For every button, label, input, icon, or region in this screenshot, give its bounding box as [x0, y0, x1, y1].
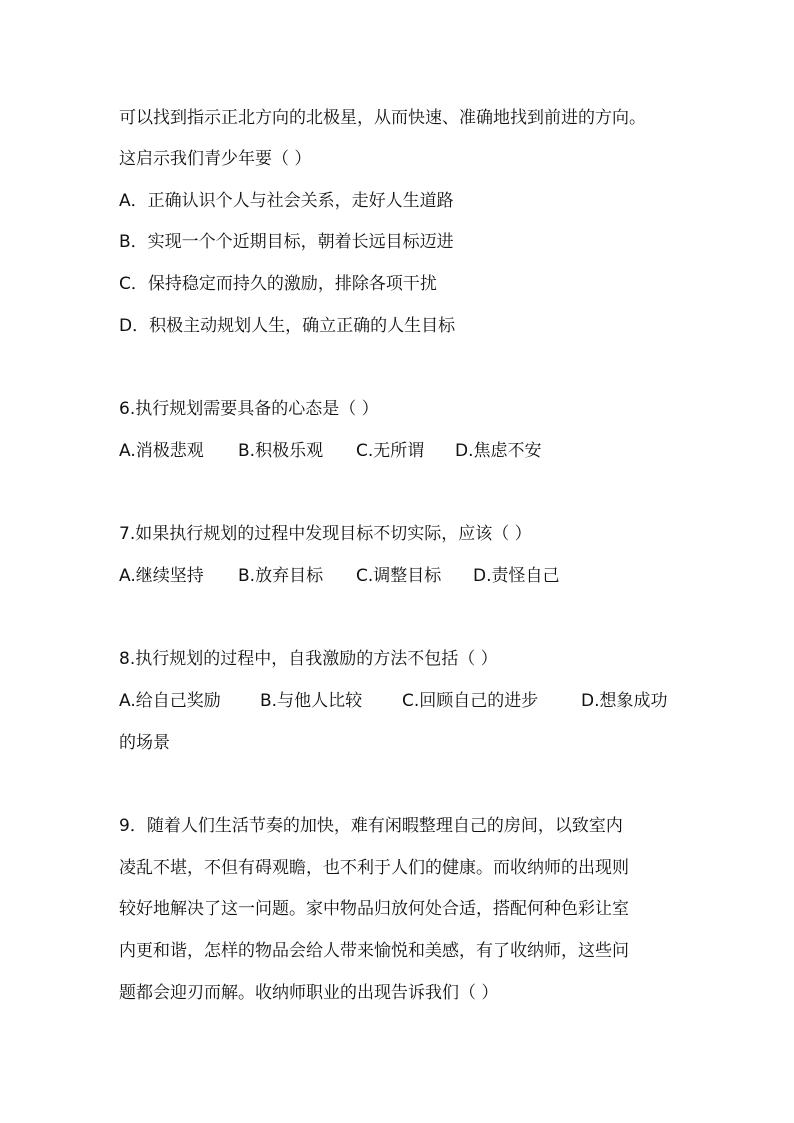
q9-line-4: 内更和谐，怎样的物品会给人带来愉悦和美感，有了收纳师，这些问 [119, 941, 629, 961]
q5-option-c: C．保持稳定而持久的激励，排除各项干扰 [119, 274, 437, 294]
q9-line-1: 9．随着人们生活节奏的加快，难有闲暇整理自己的房间，以致室内 [119, 816, 623, 836]
q8-stem: 8.执行规划的过程中，自我激励的方法不包括（ ） [119, 649, 498, 669]
q5-stem-line-1: 可以找到指示正北方向的北极星，从而快速、准确地找到前进的方向。 [119, 108, 646, 128]
q5-option-b: B．实现一个个近期目标，朝着长远目标迈进 [119, 232, 454, 252]
q8-option-c: C.回顾自己的进步 [402, 691, 539, 711]
q6-stem: 6.执行规划需要具备的心态是（ ） [119, 399, 379, 419]
q6-option-c: C.无所谓 [356, 441, 425, 461]
q7-option-d: D.责怪自己 [473, 566, 560, 586]
q5-option-a: A．正确认识个人与社会关系，走好人生道路 [119, 191, 454, 211]
q5-stem-line-2: 这启示我们青少年要（ ） [119, 149, 312, 169]
q8-option-b: B.与他人比较 [260, 691, 363, 711]
q5-option-d: D．积极主动规划人生，确立正确的人生目标 [119, 316, 456, 336]
q6-option-d: D.焦虑不安 [455, 441, 542, 461]
q7-option-c: C.调整目标 [356, 566, 442, 586]
q8-option-a: A.给自己奖励 [119, 691, 221, 711]
q6-option-b: B.积极乐观 [238, 441, 324, 461]
q9-line-3: 较好地解决了这一问题。家中物品归放何处合适，搭配何种色彩让室 [119, 899, 629, 919]
q9-line-2: 凌乱不堪，不但有碍观瞻，也不利于人们的健康。而收纳师的出现则 [119, 858, 629, 878]
q9-line-5: 题都会迎刃而解。收纳师职业的出现告诉我们（ ） [119, 983, 499, 1003]
q8-option-d: D.想象成功 [581, 691, 668, 711]
q7-option-a: A.继续坚持 [119, 566, 204, 586]
q7-option-b: B.放弃目标 [238, 566, 324, 586]
q6-option-a: A.消极悲观 [119, 441, 204, 461]
q7-stem: 7.如果执行规划的过程中发现目标不切实际，应该（ ） [119, 524, 532, 544]
q8-option-d-wrap: 的场景 [119, 733, 170, 753]
